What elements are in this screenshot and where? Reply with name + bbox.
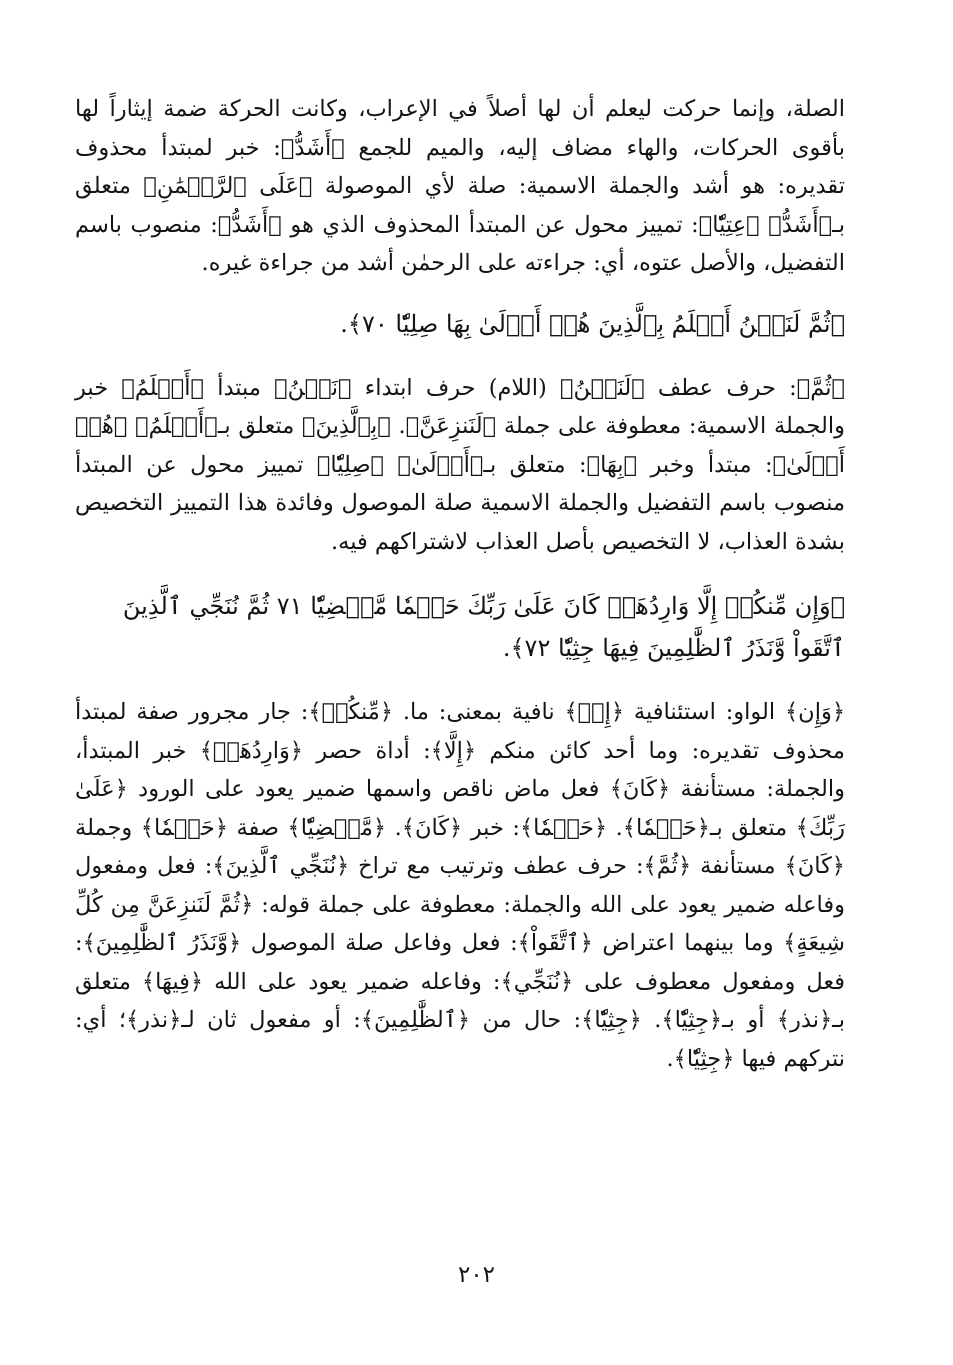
page-number: ٢٠٢: [457, 1262, 496, 1288]
paragraph-grammar-ashadd: الصلة، وإنما حركت ليعلم أن لها أصلاً في الإعراب، وكانت الحركة ضمة إيثاراً لها بأقوى الحركات، والهاء مضاف إليه، والميم للجمع ﴿أَشَدُّ﴾: خبر لمبتدأ محذوف تقديره: هو أشد والجملة الاسمية: صلة لأي الموصولة ﴿عَلَى ٱلرَّحۡمَٰنِ﴾ متعلق بـ﴿أَشَدُّ﴾ ﴿عِتِيّٗا﴾: تمييز محول عن المبتدأ المحذوف الذي هو ﴿أَشَدُّ﴾: منصوب باسم التفضيل، والأصل عتوه، أي: جراءته على الرحمٰن أشد من جراءة غيره.: [75, 96, 845, 276]
quran-verse-71-72: ﴿وَإِن مِّنكُمۡ إِلَّا وَارِدُهَاۚ كَانَ عَلَىٰ رَبِّكَ حَتۡمٗا مَّقۡضِيّٗا ٧١ ثُمَّ نُنَجِّي ٱلَّذِينَ ٱتَّقَواْ وَّنَذَرُ ٱلظَّٰلِمِينَ فِيهَا جِثِيّٗا ٧٢﴾.: [122, 592, 845, 662]
paragraph-grammar-verse-70: ﴿ثُمَّ﴾: حرف عطف ﴿لَنَحۡنُ﴾ (اللام) حرف ابتداء ﴿نَحۡنُ﴾ مبتدأ ﴿أَعۡلَمُ﴾ خبر والجملة الاسمية: معطوفة على جملة ﴿لَنَنزِعَنَّ﴾. ﴿بِٱلَّذِينَ﴾ متعلق بـ﴿أَعۡلَمُ﴾ ﴿هُمۡ أَوۡلَىٰ﴾: مبتدأ وخبر ﴿بِهَا﴾: متعلق بـ﴿أَوۡلَىٰ﴾ ﴿صِلِيّٗا﴾ تمييز محول عن المبتدأ منصوب باسم التفضيل والجملة الاسمية صلة الموصول وفائدة هذا التمييز التخصيص بشدة العذاب، لا التخصيص بأصل العذاب لاشتراكهم فيه.: [75, 374, 845, 555]
paragraph-grammar-verse-71-72: ﴿وَإِن﴾ الواو: استئنافية ﴿إِنۡ﴾ نافية بمعنى: ما. ﴿مِّنكُمۡ﴾: جار مجرور صفة لمبتدأ محذوف تقديره: وما أحد كائن منكم ﴿إِلَّا﴾: أداة حصر ﴿وَارِدُهَاۚ﴾ خبر المبتدأ، والجملة: مستأنفة ﴿كَانَ﴾ فعل ماض ناقص واسمها ضمير يعود على الورود ﴿عَلَىٰ رَبِّكَ﴾ متعلق بـ﴿حَتۡمٗا﴾. ﴿حَتۡمٗا﴾: خبر ﴿كَانَ﴾. ﴿مَّقۡضِيّٗا﴾ صفة ﴿حَتۡمٗا﴾ وجملة ﴿كَانَ﴾ مستأنفة ﴿ثُمَّ﴾: حرف عطف وترتيب مع تراخ ﴿نُنَجِّي ٱلَّذِينَ﴾: فعل ومفعول وفاعله ضمير يعود على الله والجملة: معطوفة على جملة قوله: ﴿ثُمَّ لَنَنزِعَنَّ مِن كُلِّ شِيعَةٍ﴾ وما بينهما اعتراض ﴿ٱتَّقَواْ﴾: فعل وفاعل صلة الموصول ﴿وَّنَذَرُ ٱلظَّٰلِمِينَ﴾: فعل ومفعول معطوف على ﴿نُنَجِّي﴾: وفاعله ضمير يعود على الله ﴿فِيهَا﴾ متعلق بـ﴿نذر﴾ أو بـ﴿جِثِيّٗا﴾. ﴿جِثِيّٗا﴾: حال من ﴿ٱلظَّٰلِمِينَ﴾: أو مفعول ثان لـ﴿نذر﴾؛ أي: نتركهم فيها ﴿جِثِيّٗا﴾.: [75, 699, 845, 1072]
spacer: [75, 561, 845, 585]
spacer: [75, 283, 845, 303]
spacer: [75, 345, 845, 369]
quran-verse-70: ﴿ثُمَّ لَنَحۡنُ أَعۡلَمُ بِٱلَّذِينَ هُمۡ أَوۡلَىٰ بِهَا صِلِيّٗا ٧٠﴾.: [340, 309, 845, 338]
spacer: [75, 669, 845, 693]
